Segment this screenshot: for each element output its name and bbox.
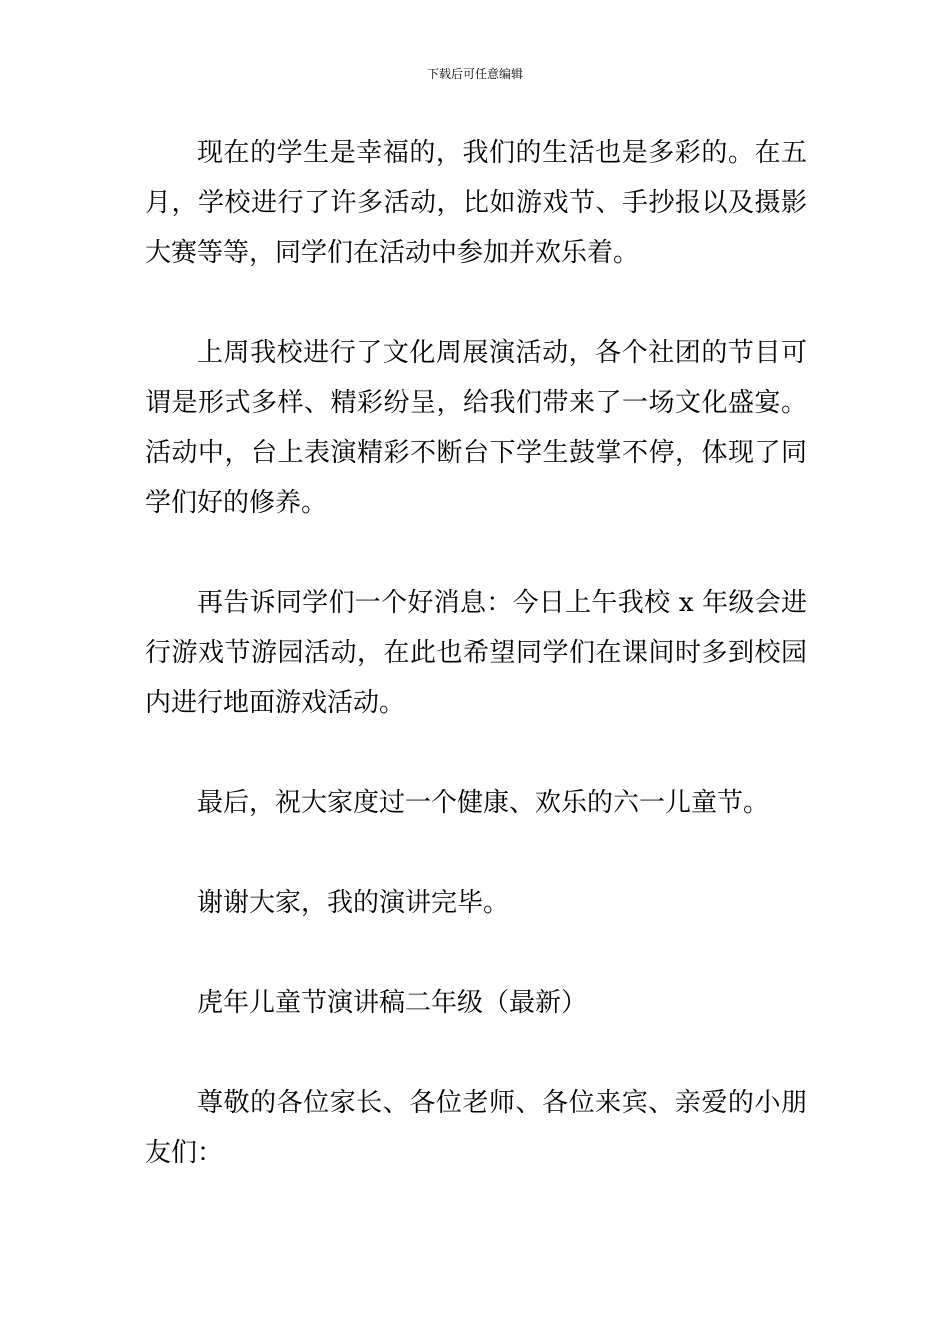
paragraph-spacer bbox=[145, 928, 807, 978]
paragraph-student-life: 现在的学生是幸福的，我们的生活也是多彩的。在五月，学校进行了许多活动，比如游戏节、手抄报以及摄影大赛等等，同学们在活动中参加并欢乐着。 bbox=[145, 138, 807, 268]
paragraph-spacer bbox=[145, 278, 807, 328]
document-body bbox=[145, 128, 807, 1178]
paragraph-greeting: 尊敬的各位家长、各位老师、各位来宾、亲爱的小朋友们： bbox=[145, 1088, 807, 1168]
paragraph-spacer bbox=[145, 528, 807, 578]
header-note: 下载后可任意编辑 bbox=[426, 67, 523, 81]
paragraph-culture-week: 上周我校进行了文化周展演活动，各个社团的节目可谓是形式多样、精彩纷呈，给我们带来了一场文化盛宴。活动中，台上表演精彩不断台下学生鼓掌不停，体现了同学们好的修养。 bbox=[145, 338, 807, 518]
paragraph-thanks: 谢谢大家，我的演讲完毕。 bbox=[197, 888, 510, 918]
section-title: 虎年儿童节演讲稿二年级（最新） bbox=[197, 988, 588, 1018]
paragraph-closing-wish: 最后，祝大家度过一个健康、欢乐的六一儿童节。 bbox=[197, 788, 770, 818]
paragraph-spacer bbox=[145, 828, 807, 878]
paragraph-spacer bbox=[145, 1028, 807, 1078]
paragraph-good-news: 再告诉同学们一个好消息：今日上午我校 x 年级会进行游戏节游园活动，在此也希望同学们在课间时多到校园内进行地面游戏活动。 bbox=[145, 588, 807, 718]
paragraph-spacer bbox=[145, 728, 807, 778]
